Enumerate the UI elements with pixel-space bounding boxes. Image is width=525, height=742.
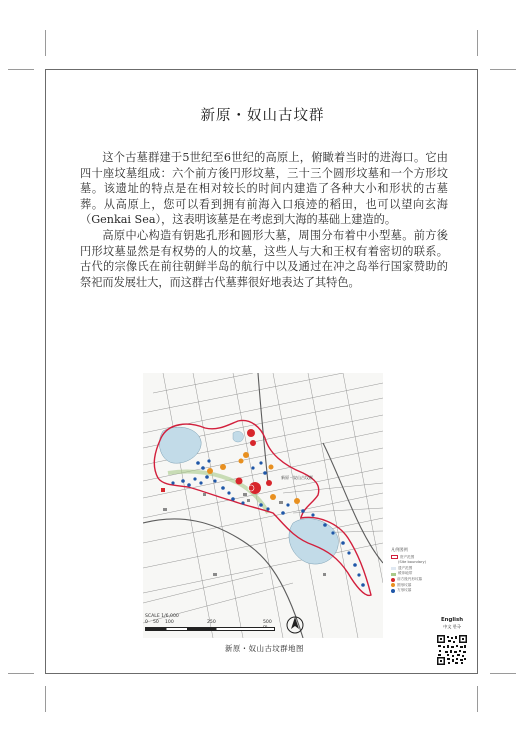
qr-code-icon[interactable] <box>437 635 467 665</box>
legend-label: 缓冲地带 <box>398 571 413 576</box>
boundary-swatch <box>391 555 398 559</box>
orange-tomb-dot <box>239 459 244 464</box>
orange-tomb-dot <box>294 498 300 504</box>
map-legend <box>391 547 466 594</box>
language-links <box>437 617 467 630</box>
page-title: 新原・奴山古坟群 <box>200 108 325 124</box>
scale-tick: 0 <box>145 620 148 625</box>
crop-mark <box>8 69 34 70</box>
orange-tomb-dot <box>207 468 213 474</box>
scale-ratio: SCALE 1/6,000 <box>145 614 179 619</box>
paragraph: 高原中心构造有钥匙孔形和圆形大墓，周围分布着中小型墓。前方後円形坟墓显然是有权势的人的坟墓，这些人与大和王权有着密切的联系。古代的宗像氏在前往朝鲜半岛的航行中以及通过在冲之岛举行国家赞助的祭祀而发展壮大，而这群古代墓葬很好地表达了其特色。 <box>80 228 448 289</box>
orange-tomb-dot <box>269 465 274 470</box>
language-other-links[interactable]: 中文 한국 <box>443 624 461 629</box>
legend-title: 凡例図例 <box>391 547 408 552</box>
legend-label: 遗产范围 <box>398 565 413 570</box>
language-english-link[interactable]: English <box>440 617 464 623</box>
scale-tick: 100 <box>165 620 174 625</box>
buffer-swatch <box>391 567 396 570</box>
green-swatch <box>391 573 396 576</box>
red-tomb-dot <box>236 478 243 485</box>
legend-label: 前方後円形坟墓 <box>397 576 423 581</box>
blank-swatch <box>391 561 396 564</box>
red-dot-swatch <box>391 578 395 582</box>
orange-tomb-dot <box>220 464 226 470</box>
red-tomb-dot <box>247 429 255 437</box>
red-tomb-dot <box>266 480 272 486</box>
pond-north <box>233 431 243 442</box>
legend-label: (Site boundary) <box>398 560 426 565</box>
scale-bar <box>143 614 283 636</box>
crop-mark <box>45 30 46 56</box>
legend-label: 方形坟墓 <box>397 588 412 593</box>
red-square-tomb <box>161 488 165 492</box>
legend-item <box>391 588 466 594</box>
crop-mark <box>8 673 34 674</box>
scale-line <box>145 627 275 631</box>
north-arrow-icon <box>286 614 304 636</box>
map-site-label: 新原・奴山古坟群 <box>281 475 313 480</box>
orange-dot-swatch <box>391 583 395 587</box>
red-tomb-dot <box>250 440 256 446</box>
paragraph: 这个古墓群建于5世纪至6世纪的高原上，俯瞰着当时的进海口。它由四十座坟墓组成：六个前方後円形坟墓，三十三个圆形坟墓和一个方形坟墓。该遗址的特点是在相对较长的时间内建造了各种大小和形状的古墓葬。从高原上，您可以看到拥有前海入口痕迹的稻田，也可以望向玄海（Genkai Sea），这表明该墓是在考虑到大海的基础上建造的。 <box>80 151 448 227</box>
blue-dot-swatch <box>391 589 395 593</box>
orange-tomb-dot <box>270 494 276 500</box>
red-tomb-dot <box>249 482 261 494</box>
scale-tick: 250 <box>207 620 216 625</box>
crop-mark <box>45 686 46 712</box>
crop-mark <box>490 69 516 70</box>
orange-tomb-dot <box>243 452 249 458</box>
scale-tick: 500 <box>263 620 272 625</box>
legend-label: 圆形坟墓 <box>397 582 412 587</box>
scale-tick: 50 <box>153 620 159 625</box>
description <box>80 150 448 290</box>
crop-mark <box>477 686 478 712</box>
map-caption: 新原・奴山古坟群地图 <box>225 644 304 653</box>
crop-mark <box>490 673 516 674</box>
site-map <box>143 373 383 638</box>
legend-label: 资产范围 <box>400 554 415 559</box>
crop-mark <box>477 30 478 56</box>
